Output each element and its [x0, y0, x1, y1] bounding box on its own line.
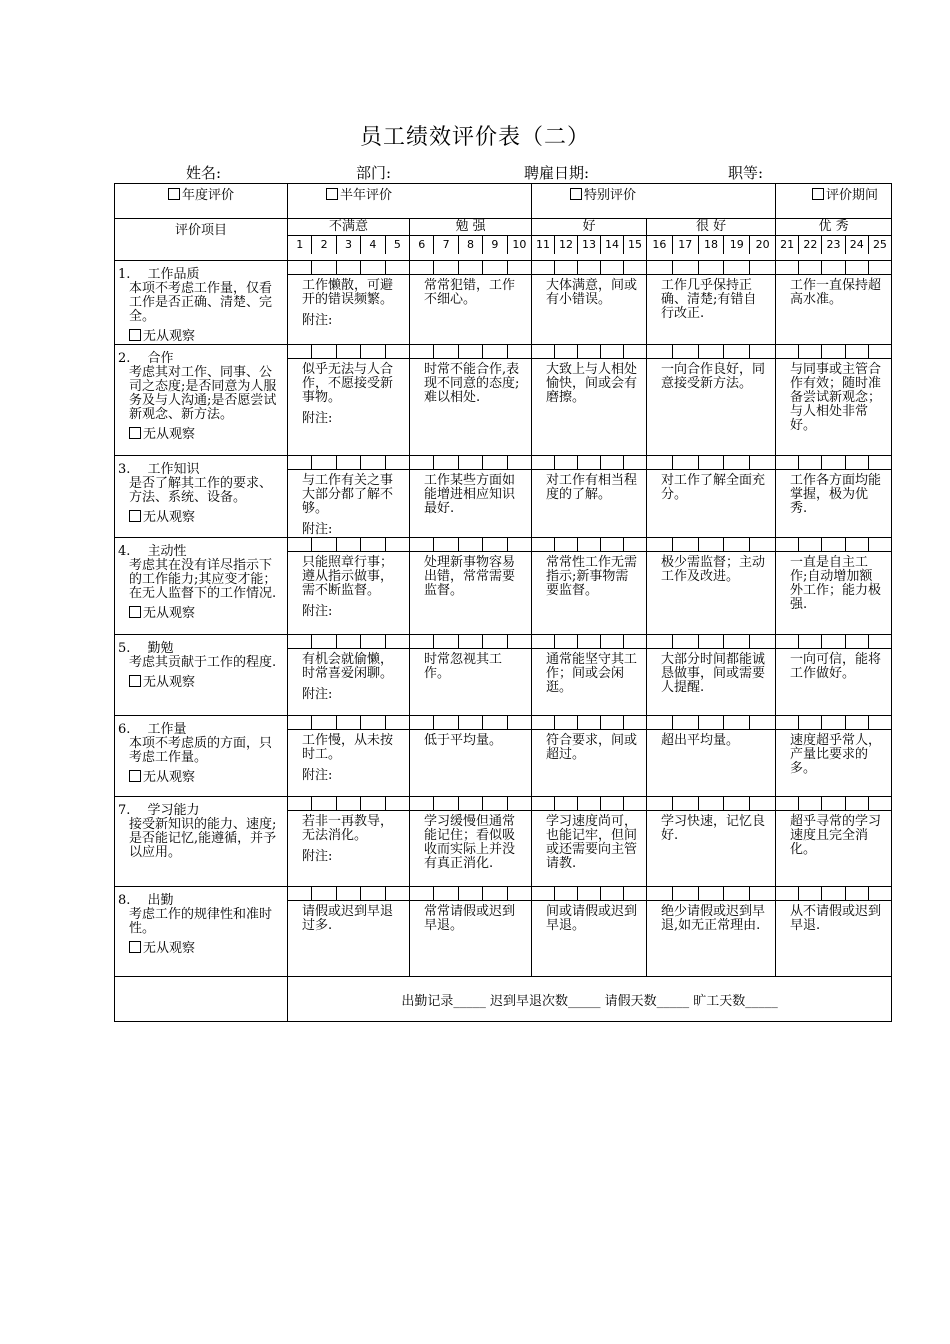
rating-description: 似乎无法与人合作，不愿接受新事物。 [302, 362, 394, 405]
rating-cell[interactable] [288, 716, 410, 797]
criterion-title: 8. 出勤 [118, 893, 174, 908]
checkbox-icon[interactable] [129, 941, 141, 953]
rating-cell[interactable] [647, 797, 776, 887]
rating-cell[interactable] [410, 635, 532, 716]
rating-description: 请假或迟到早退过多. [302, 904, 394, 933]
criterion-title: 6. 工作量 [118, 722, 187, 737]
remarks-label: 附注: [302, 768, 333, 783]
criterion-cell [115, 797, 288, 887]
rating-description: 只能照章行事；遵从指示做事，需不断监督。 [302, 555, 394, 598]
criterion-title: 3. 工作知识 [118, 462, 200, 477]
checkbox-icon[interactable] [129, 770, 141, 782]
rating-description: 若非一再教导，无法消化。 [302, 814, 394, 843]
checkbox-icon[interactable] [129, 675, 141, 687]
rating-description: 与同事或主管合作有效；随时准备尝试新观念；与人相处非常好。 [790, 362, 882, 433]
rating-description: 符合要求，间或超过。 [546, 733, 638, 762]
score-number[interactable]: 8 [459, 236, 483, 254]
not-observed-option[interactable]: 无从观察 [115, 936, 287, 956]
rating-cell[interactable] [288, 456, 410, 538]
rating-cell[interactable] [532, 456, 647, 538]
rating-description: 处理新事物容易出错，常常需要监督。 [424, 555, 516, 598]
checkbox-icon[interactable] [129, 427, 141, 439]
remarks-label: 附注: [302, 849, 333, 864]
attendance-record[interactable]: 出勤记录_____ 迟到早退次数_____ 请假天数_____ 旷工天数_____ [288, 977, 892, 1022]
score-number[interactable]: 13 [578, 236, 601, 254]
score-number[interactable]: 1 [288, 236, 312, 254]
score-number[interactable]: 25 [872, 238, 887, 251]
rating-cell[interactable] [647, 261, 776, 345]
criterion-description: 本项不考虑质的方面，只考虑工作量。 [129, 736, 273, 765]
criterion-cell [115, 538, 288, 635]
criterion-row [115, 261, 892, 345]
rating-description: 常常犯错，工作不细心。 [424, 278, 516, 307]
level-excellent: 优 秀 21 22 23 24 25 [776, 219, 892, 261]
rating-cell[interactable] [410, 538, 532, 635]
criterion-title: 2. 合作 [118, 351, 174, 366]
rating-description: 一向合作良好，同意接受新方法。 [661, 362, 766, 391]
rating-description: 常常性工作无需指示;新事物需要监督。 [546, 555, 638, 598]
rating-cell[interactable] [288, 635, 410, 716]
not-observed-option[interactable]: 无从观察 [115, 670, 287, 690]
rating-description: 超乎寻常的学习速度且完全消化。 [790, 814, 882, 857]
score-number[interactable]: 9 [483, 236, 507, 254]
rating-cell[interactable] [647, 456, 776, 538]
special-eval-option[interactable]: 特别评价 [532, 184, 776, 219]
score-number[interactable]: 2 [312, 236, 336, 254]
rating-description: 工作慢，从未按时工。 [302, 733, 394, 762]
criterion-row [115, 716, 892, 797]
evaluation-table [114, 183, 892, 1022]
criterion-title: 4. 主动性 [118, 544, 187, 559]
rating-description: 通常能坚守其工作；间或会闲逛。 [546, 652, 638, 695]
rating-cell[interactable] [532, 797, 647, 887]
rating-cell[interactable] [532, 261, 647, 345]
rating-description: 有机会就偷懒，时常喜爱闲聊。 [302, 652, 394, 681]
rating-description: 常常请假或迟到早退。 [424, 904, 516, 933]
attendance-spacer [115, 977, 288, 1022]
department-label: 部门: [356, 164, 392, 182]
remarks-label: 附注: [302, 522, 333, 537]
rating-cell[interactable] [410, 716, 532, 797]
criterion-row [115, 797, 892, 887]
criterion-title: 7. 学习能力 [118, 803, 200, 818]
rating-cell[interactable] [288, 345, 410, 456]
criterion-row [115, 538, 892, 635]
rating-cell[interactable] [776, 261, 892, 345]
criterion-title: 1. 工作品质 [118, 267, 200, 282]
rating-description: 对工作有相当程度的了解。 [546, 473, 638, 502]
score-number[interactable]: 23 [822, 236, 845, 254]
not-observed-option[interactable]: 无从观察 [115, 324, 287, 344]
rating-description: 学习快速，记忆良好. [661, 814, 766, 843]
not-observed-option[interactable]: 无从观察 [115, 765, 287, 785]
rating-description: 大致上与人相处愉快，间或会有磨擦。 [546, 362, 638, 405]
rating-description: 绝少请假或迟到早退,如无正常理由. [661, 904, 766, 933]
score-number[interactable]: 6 [410, 236, 434, 254]
rating-description: 一直是自主工作;自动增加额外工作；能力极强. [790, 555, 882, 612]
criterion-description: 本项不考虑工作量，仅看工作是否正确、清楚、完全。 [129, 281, 273, 324]
rating-description: 与工作有关之事大部分都了解不够。 [302, 473, 394, 516]
score-number[interactable]: 3 [337, 236, 361, 254]
criterion-description: 考虑工作的规律性和准时性。 [129, 907, 273, 936]
rating-cell[interactable] [532, 716, 647, 797]
annual-eval-option[interactable]: 年度评价 [115, 184, 288, 219]
rating-description: 大体满意，间或有小错误。 [546, 278, 638, 307]
score-number[interactable]: 24 [846, 236, 869, 254]
criterion-description: 考虑其对工作、同事、公司之态度;是否同意为人服务及与人沟通;是否愿尝试新观念、新方法。 [129, 365, 277, 422]
remarks-label: 附注: [302, 313, 333, 328]
rating-cell[interactable] [532, 887, 647, 977]
rating-cell[interactable] [776, 716, 892, 797]
rating-cell[interactable] [532, 345, 647, 456]
criterion-cell [115, 261, 288, 345]
criterion-description: 接受新知识的能力、速度;是否能记忆,能遵循，并予以应用。 [129, 817, 277, 860]
checkbox-icon[interactable] [326, 188, 338, 200]
score-number[interactable]: 10 [512, 238, 527, 251]
rating-cell[interactable] [776, 345, 892, 456]
rating-description: 速度超乎常人，产量比要求的多。 [790, 733, 882, 776]
checkbox-icon[interactable] [129, 329, 141, 341]
rating-description: 时常忽视其工作。 [424, 652, 503, 681]
criterion-cell [115, 635, 288, 716]
rating-cell[interactable] [410, 345, 532, 456]
criterion-row [115, 635, 892, 716]
rating-description: 工作几乎保持正确、清楚;有错自行改正. [661, 278, 757, 321]
score-number[interactable]: 22 [799, 236, 822, 254]
name-label: 姓名: [186, 164, 222, 182]
checkbox-icon[interactable] [129, 510, 141, 522]
half-year-eval-option[interactable]: 半年评价 [288, 184, 532, 219]
rating-description: 超出平均量。 [661, 733, 740, 748]
remarks-label: 附注: [302, 687, 333, 702]
rating-description: 大部分时间都能诚恳做事，间或需要人提醒. [661, 652, 766, 695]
rating-cell[interactable] [647, 538, 776, 635]
rating-cell[interactable] [647, 345, 776, 456]
rating-description: 从不请假或迟到早退. [790, 904, 882, 933]
checkbox-icon[interactable] [129, 606, 141, 618]
criterion-row [115, 887, 892, 977]
score-number[interactable]: 15 [628, 238, 643, 251]
rating-cell[interactable] [410, 797, 532, 887]
rating-cell[interactable] [776, 635, 892, 716]
rating-cell[interactable] [410, 456, 532, 538]
score-number[interactable]: 5 [393, 238, 401, 251]
rating-description: 工作各方面均能掌握，极为优秀. [790, 473, 882, 516]
score-number[interactable]: 20 [755, 238, 770, 251]
rating-description: 工作一直保持超高水准。 [790, 278, 882, 307]
rating-cell[interactable] [288, 538, 410, 635]
rating-description: 一向可信，能将工作做好。 [790, 652, 882, 681]
score-number[interactable]: 14 [601, 236, 624, 254]
remarks-label: 附注: [302, 604, 333, 619]
rating-description: 学习速度尚可，也能记牢，但间或还需要向主管请教. [546, 814, 638, 871]
rating-cell[interactable] [410, 887, 532, 977]
rating-description: 极少需监督；主动工作及改进。 [661, 555, 766, 584]
level-unsatisfactory: 不满意 1 2 3 4 5 [288, 219, 410, 261]
level-barely: 勉 强 6 7 8 9 10 [410, 219, 532, 261]
checkbox-icon[interactable] [812, 188, 824, 200]
rating-cell[interactable] [532, 635, 647, 716]
criterion-description: 考虑其贡献于工作的程度. [129, 655, 277, 670]
rating-cell[interactable] [776, 797, 892, 887]
rating-description: 间或请假或迟到早退。 [546, 904, 638, 933]
rating-cell[interactable] [410, 261, 532, 345]
checkbox-icon[interactable] [168, 188, 180, 200]
hire-date-label: 聘雇日期: [524, 164, 590, 182]
criterion-row [115, 456, 892, 538]
rating-description: 低于平均量。 [424, 733, 503, 748]
rating-cell[interactable] [776, 456, 892, 538]
rating-cell[interactable] [647, 716, 776, 797]
score-number[interactable]: 7 [434, 236, 458, 254]
rating-description: 工作某些方面如能增进相应知识最好. [424, 473, 516, 516]
rating-description: 时常不能合作,表现不同意的态度;难以相处. [424, 362, 520, 405]
criterion-cell [115, 345, 288, 456]
eval-period-option[interactable]: 评价期间 [776, 184, 892, 219]
rating-cell[interactable] [647, 635, 776, 716]
score-number[interactable]: 11 [532, 236, 555, 254]
rating-description: 学习缓慢但通常能记住；看似吸收而实际上并没有真正消化. [424, 814, 516, 871]
level-good: 好 11 12 13 14 15 [532, 219, 647, 261]
grade-label: 职等: [728, 164, 764, 182]
score-number[interactable]: 17 [673, 236, 699, 254]
rating-cell[interactable] [532, 538, 647, 635]
rating-cell[interactable] [288, 261, 410, 345]
checkbox-icon[interactable] [570, 188, 582, 200]
rating-cell[interactable] [647, 887, 776, 977]
rating-cell[interactable] [288, 887, 410, 977]
not-observed-option[interactable]: 无从观察 [115, 505, 287, 525]
criterion-title: 5. 勤勉 [118, 641, 174, 656]
not-observed-option[interactable]: 无从观察 [115, 601, 287, 621]
rating-description: 对工作了解全面充分。 [661, 473, 766, 502]
remarks-label: 附注: [302, 411, 333, 426]
criterion-cell [115, 716, 288, 797]
score-number[interactable]: 18 [699, 236, 725, 254]
score-number[interactable]: 16 [647, 236, 673, 254]
criterion-row [115, 345, 892, 456]
rating-cell[interactable] [776, 538, 892, 635]
not-observed-option[interactable]: 无从观察 [115, 422, 287, 442]
score-number[interactable]: 21 [776, 236, 799, 254]
criterion-cell [115, 887, 288, 977]
criterion-description: 考虑其在没有详尽指示下的工作能力;其应变才能；在无人监督下的工作情况. [129, 558, 277, 601]
form-title: 员工绩效评价表（二） [359, 125, 590, 150]
criterion-cell [115, 456, 288, 538]
rating-cell[interactable] [288, 797, 410, 887]
level-very-good: 很 好 16 17 18 19 20 [647, 219, 776, 261]
score-number[interactable]: 4 [361, 236, 385, 254]
score-number[interactable]: 19 [724, 236, 750, 254]
rating-cell[interactable] [776, 887, 892, 977]
rating-description: 工作懒散，可避开的错误频繁。 [302, 278, 394, 307]
criterion-description: 是否了解其工作的要求、方法、系统、设备。 [129, 476, 273, 505]
score-number[interactable]: 12 [555, 236, 578, 254]
item-column-header: 评价项目 [115, 219, 288, 261]
